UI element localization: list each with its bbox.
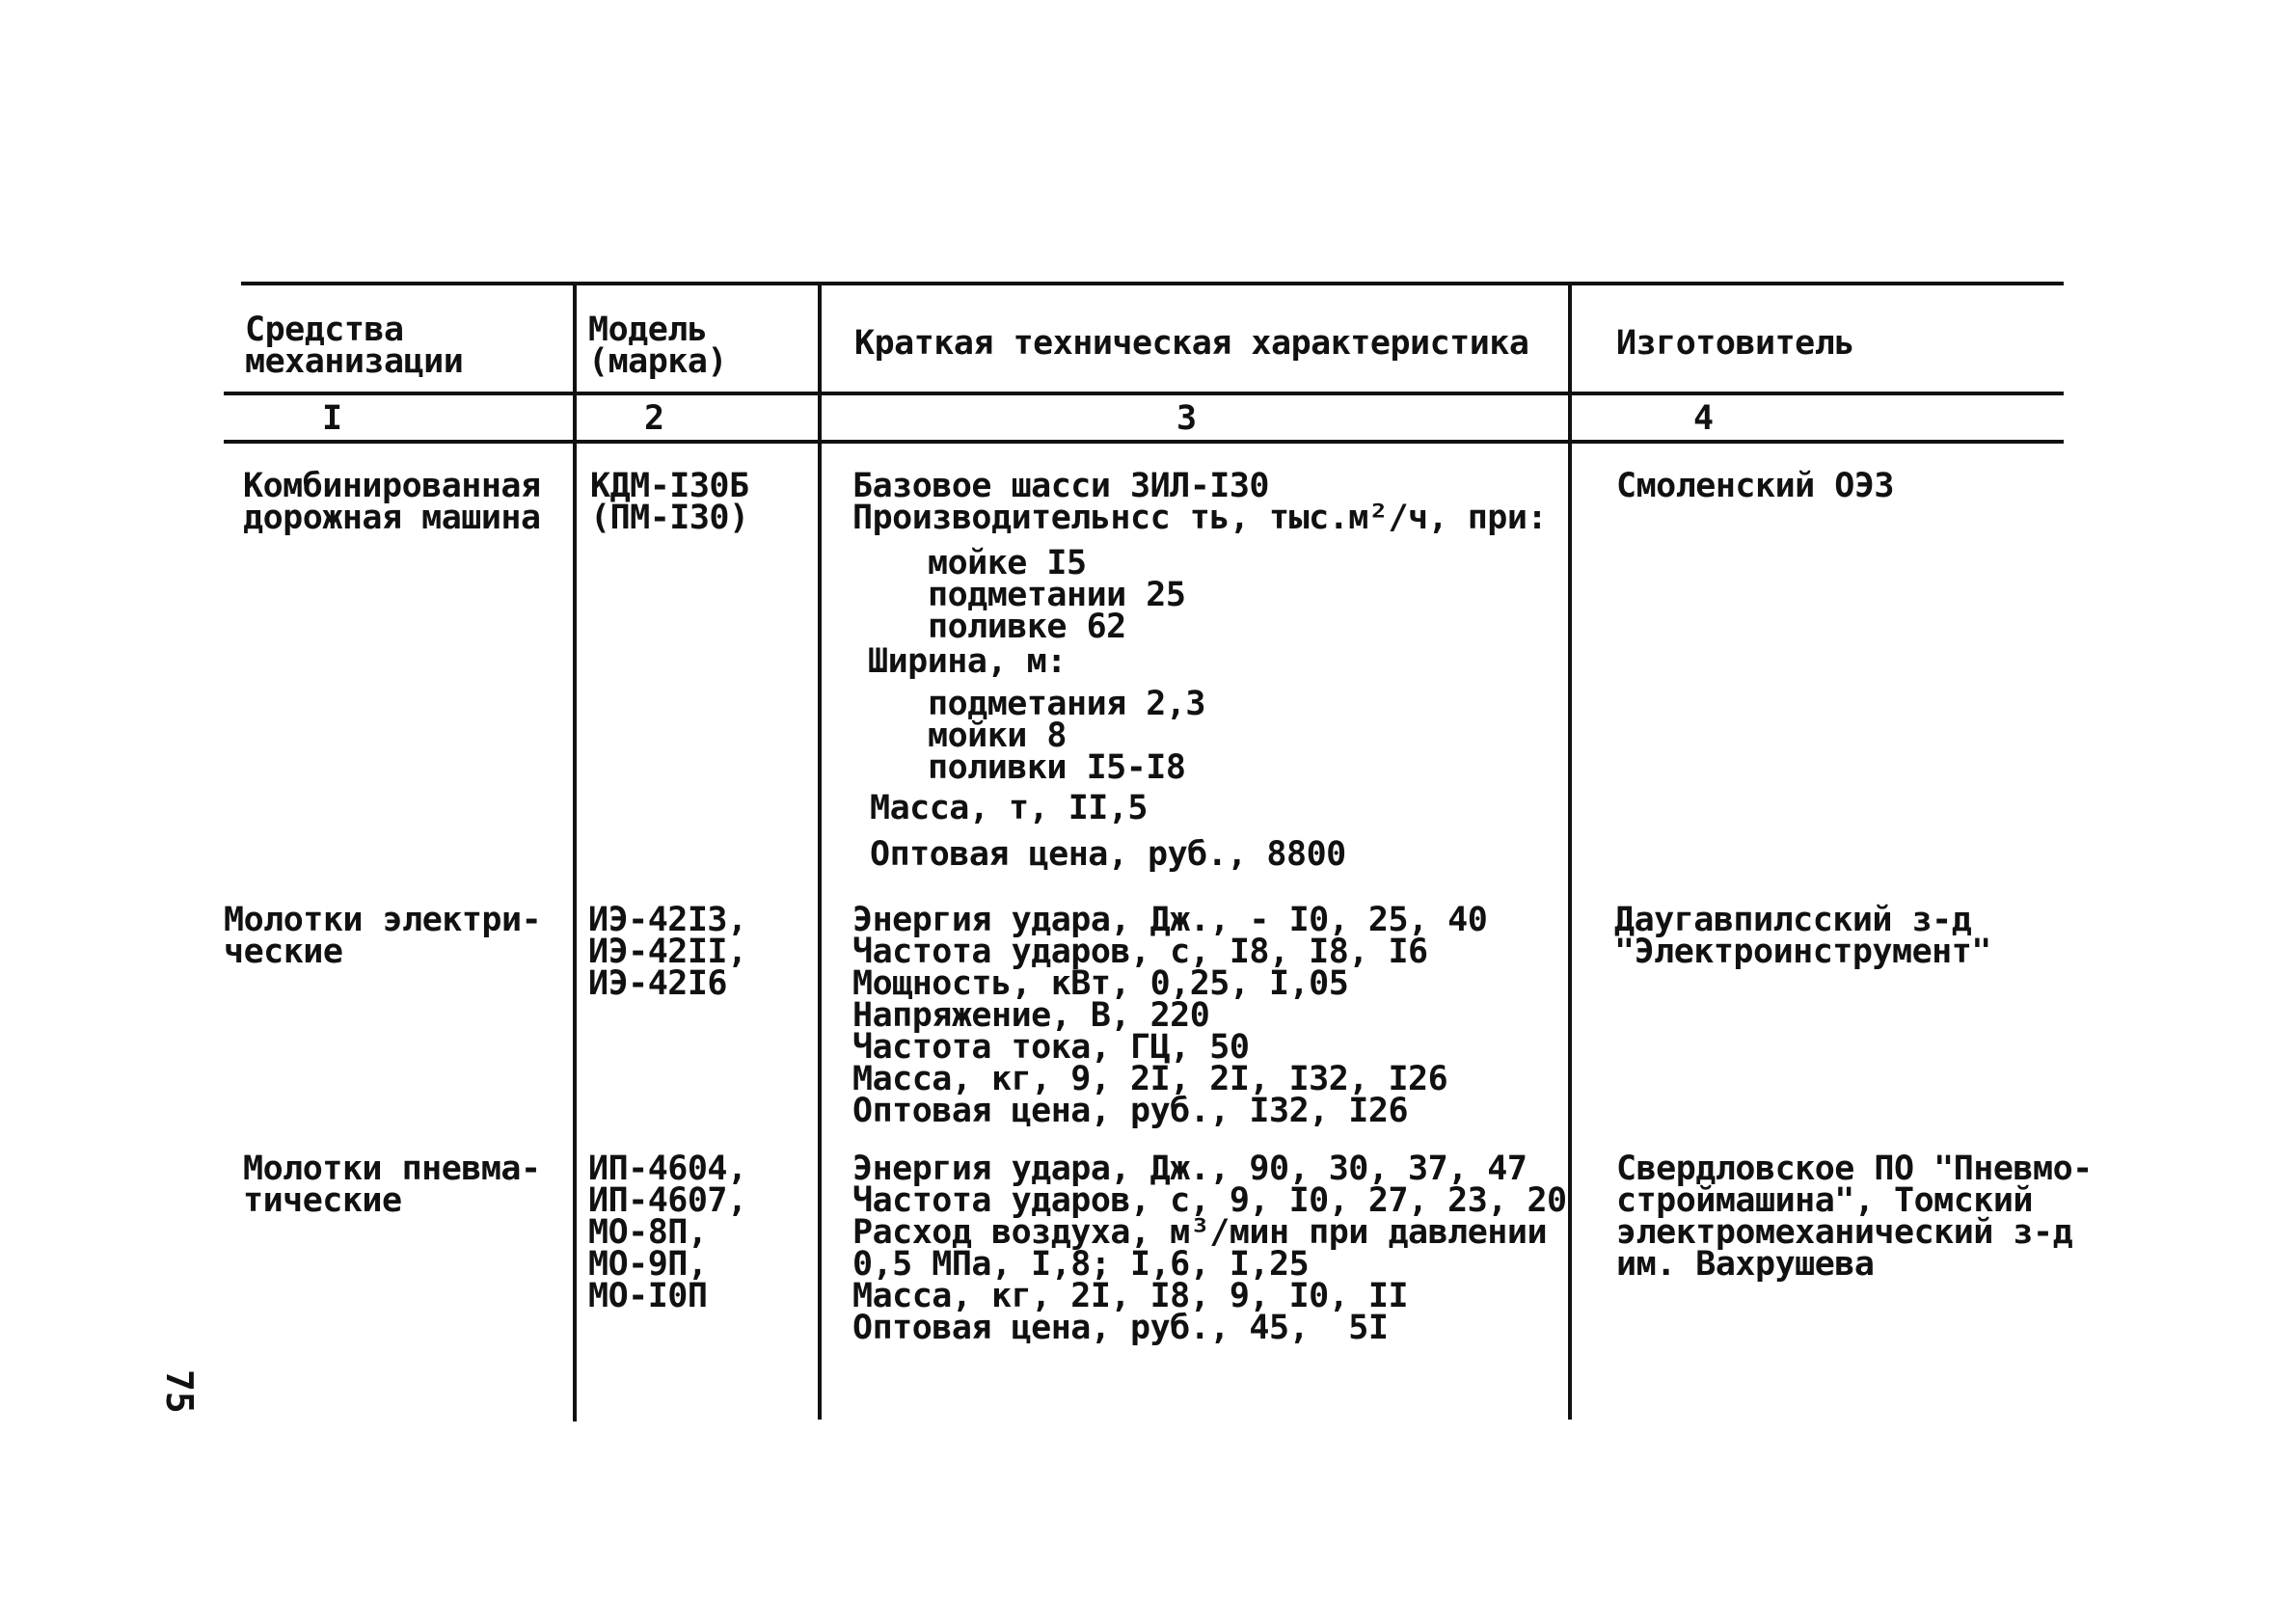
column-number-4: 4 [1693,399,1714,438]
header-bottom-rule [224,392,2064,395]
column-divider-3 [1568,284,1572,1420]
row1-spec-productivity: мойке I5 подметании 25 поливке 62 [928,544,1186,646]
header-model: Модель (марка) [588,311,728,381]
column-divider-2 [818,284,822,1420]
row3-maker: Свердловское ПО "Пневмо- строймашина", Томский электромеханический з-д им. Вахрушева [1616,1150,2093,1284]
row1-spec-width: подметания 2,3 мойки 8 поливки I5-I8 [928,685,1206,787]
row1-spec-price: Оптовая цена, руб., 8800 [870,835,1346,874]
row2-model: ИЭ-42I3, ИЭ-42II, ИЭ-42I6 [588,901,747,1003]
header-characteristics: Краткая техническая характеристика [854,324,1529,363]
row2-spec: Энергия удара, Дж., - I0, 25, 40 Частота ударов, с, I8, I8, I6 Мощность, кВт, 0,25, I,05 Напряжение, В, 220 Частота тока, ГЦ, 50 Масса, кг, 9, 2I, 2I, I32, I26 Оптовая цена, руб., I32, I26 [852,901,1488,1130]
row1-maker: Смоленский ОЭЗ [1616,467,1895,505]
row1-spec-chassis: Базовое шасси ЗИЛ-I30 Производительнсс ть, тыс.м²/ч, при: [852,467,1548,537]
row3-name: Молотки пневма- тические [243,1150,541,1220]
header-manufacturer: Изготовитель [1616,324,1854,363]
row1-spec-width-label: Ширина, м: [868,642,1067,681]
header-mechanization: Средства механизации [245,311,464,381]
row2-maker: Даугавпилсский з-д "Электроинструмент" [1614,901,1991,971]
row2-name: Молотки электри- ческие [224,901,542,971]
row1-spec-mass: Масса, т, II,5 [870,789,1149,827]
table-top-rule [241,282,2064,285]
row3-model: ИП-4604, ИП-4607, МО-8П, МО-9П, МО-I0П [588,1150,747,1315]
row1-name: Комбинированная дорожная машина [243,467,541,537]
page-number: 75 [158,1369,201,1414]
numbers-bottom-rule [224,440,2064,444]
column-number-2: 2 [644,399,664,438]
row3-spec: Энергия удара, Дж., 90, 30, 37, 47 Частота ударов, с, 9, I0, 27, 23, 20 Расход воздуха, м³/мин при давлении 0,5 МПа, I,8; I,6, I,25 Масса, кг, 2I, I8, 9, I0, II Оптовая цена, руб., 45, 5I [852,1150,1567,1347]
column-divider-1 [573,284,577,1421]
column-number-3: 3 [1176,399,1197,438]
row1-model: КДМ-I30Б (ПМ-I30) [590,467,749,537]
column-number-1: I [322,399,342,438]
